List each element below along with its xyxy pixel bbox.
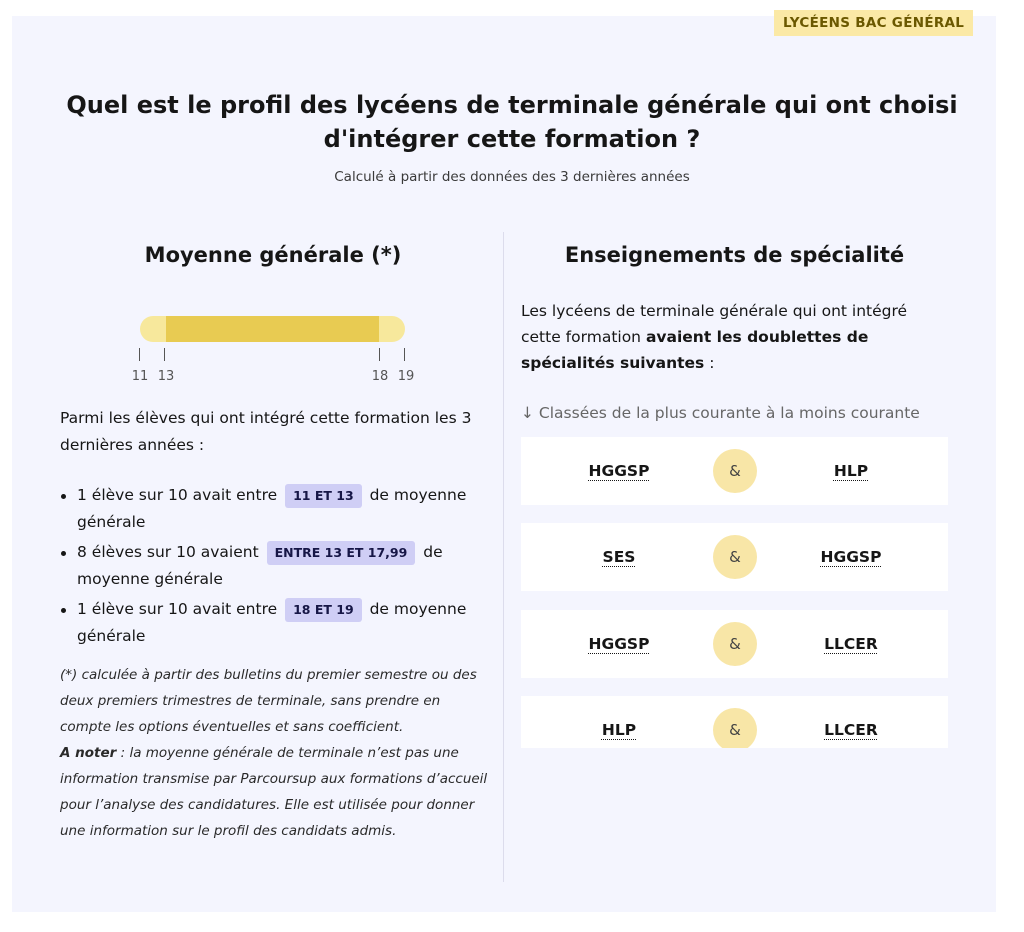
- specialties-intro: [521, 298, 951, 376]
- specialty-left[interactable]: [539, 610, 699, 678]
- tick-max: [404, 348, 405, 361]
- grade-range-pill: 18 ET 19: [285, 598, 362, 622]
- stat-text-after: de moyenne générale: [77, 486, 467, 531]
- ampersand-badge: &: [713, 622, 757, 666]
- specialties-title: Enseignements de spécialité: [564, 243, 905, 267]
- grade-range-core: [166, 316, 379, 342]
- grade-range-pill: ENTRE 13 ET 17,99: [267, 541, 416, 565]
- tick-label-max: 19: [397, 369, 415, 384]
- specialty-abbr[interactable]: LLCER: [824, 635, 878, 653]
- stat-text-after: de moyenne générale: [77, 600, 467, 645]
- grades-intro: Parmi les élèves qui ont intégré cette formation les 3 dernières années :: [60, 409, 472, 454]
- footnote-note-label: A noter: [60, 745, 117, 761]
- specialty-pair-row: [521, 523, 948, 591]
- specialty-pair-row: [521, 696, 948, 748]
- stat-text-before: 8 élèves sur 10 avaient: [77, 543, 259, 561]
- tick-label-low: 13: [157, 369, 175, 384]
- specialty-abbr[interactable]: HLP: [601, 721, 637, 739]
- ampersand-badge: &: [713, 449, 757, 493]
- specialties-intro-end: :: [704, 354, 715, 372]
- stat-text-before: 1 élève sur 10 avait entre: [77, 486, 278, 504]
- specialty-left[interactable]: [539, 696, 699, 748]
- tick-label-high: 18: [371, 369, 389, 384]
- specialty-right[interactable]: [771, 437, 931, 505]
- grade-stat-list: [60, 482, 490, 653]
- specialty-left[interactable]: [539, 437, 699, 505]
- specialty-abbr[interactable]: SES: [602, 548, 636, 566]
- specialty-abbr[interactable]: HGGSP: [820, 548, 882, 566]
- list-item: [60, 482, 490, 536]
- tick-label-min: 11: [131, 369, 149, 384]
- tick-high: [379, 348, 380, 361]
- list-item: [60, 596, 490, 650]
- list-item: [60, 539, 490, 593]
- specialty-abbr[interactable]: LLCER: [824, 721, 878, 739]
- specialty-abbr[interactable]: HGGSP: [588, 635, 650, 653]
- specialty-left[interactable]: [539, 523, 699, 591]
- grades-title: Moyenne générale (*): [144, 243, 402, 267]
- ampersand-badge: &: [713, 535, 757, 579]
- specialties-intro-text: Les lycéens de terminale générale qui ont intégré cette formation: [521, 302, 908, 346]
- specialty-right[interactable]: [771, 696, 931, 748]
- specialties-intro-bold: avaient les doublettes de spécialités suivantes: [521, 328, 869, 372]
- specialty-right[interactable]: [771, 610, 931, 678]
- specialty-abbr[interactable]: HGGSP: [588, 462, 650, 480]
- footnote-text: (*) calculée à partir des bulletins du premier semestre ou des deux premiers trimestres de terminale, sans prendre en compte les options éventuelles et sans coefficient.: [60, 667, 477, 735]
- tick-min: [139, 348, 140, 361]
- grade-range-pill: 11 ET 13: [285, 484, 362, 508]
- ampersand-badge: &: [713, 708, 757, 748]
- specialty-pair-row: [521, 610, 948, 678]
- stat-text-before: 1 élève sur 10 avait entre: [77, 600, 278, 618]
- column-divider: [503, 232, 504, 882]
- tick-low: [164, 348, 165, 361]
- audience-badge: LYCÉENS BAC GÉNÉRAL: [774, 10, 973, 36]
- specialty-pair-row: [521, 437, 948, 505]
- page-title: Quel est le profil des lycéens de terminale générale qui ont choisi d'intégrer cette formation ?: [66, 91, 958, 153]
- grades-footnote: [60, 662, 490, 844]
- footnote-note-text: : la moyenne générale de terminale n’est pas une information transmise par Parcoursup aux formations d’accueil pour l’analyse des candidatures. Elle est utilisée pour donner une information sur le profil des candidats admis.: [60, 745, 488, 839]
- page-subtitle: Calculé à partir des données des 3 dernières années: [334, 169, 690, 185]
- specialty-abbr[interactable]: HLP: [833, 462, 869, 480]
- sort-hint: ↓ Classées de la plus courante à la moins courante: [521, 404, 920, 422]
- stat-text-after: de moyenne générale: [77, 543, 443, 588]
- specialty-right[interactable]: [771, 523, 931, 591]
